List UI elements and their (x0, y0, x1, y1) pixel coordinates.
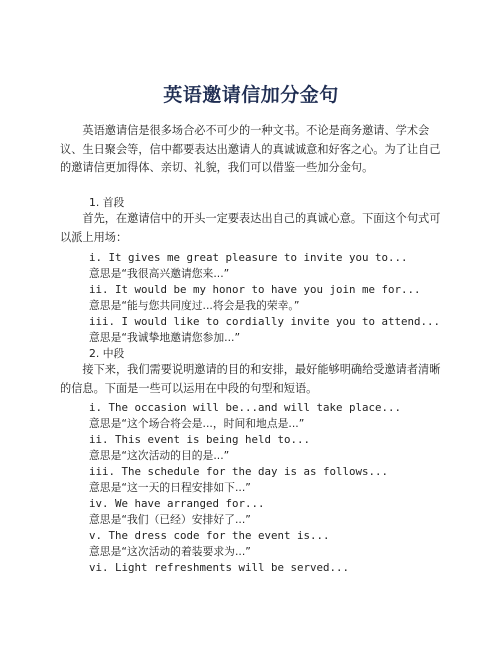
section-2-heading: 2. 中段 (89, 347, 125, 360)
phrase-en: iii. The schedule for the day is as follows... (89, 465, 389, 478)
section-1-heading: 1. 首段 (89, 196, 125, 209)
phrase-en: i. It gives me great pleasure to invite you to... (89, 251, 408, 264)
intro-paragraph: 英语邀请信是很多场合必不可少的一种文书。不论是商务邀请、学术会议、生日聚会等，信中都要表达出邀请人的真诚诚意和好客之心。为了让自己的邀请信更加得体、亲切、礼貌，我们可以借鉴一些加分金句。 (60, 124, 441, 174)
phrase-cn: 意思是“这次活动的目的是...” (89, 449, 230, 462)
phrase-cn: 意思是“这个场合将会是...，时间和地点是...” (89, 417, 305, 430)
phrase-en: iii. I would like to cordially invite you to attend... (89, 315, 441, 328)
phrase-en: ii. It would be my honor to have you join me for... (89, 283, 421, 296)
phrase-cn: 意思是“我们（已经）安排好了...” (89, 513, 251, 526)
phrase-cn: 意思是“我诚挚地邀请您参加...” (89, 331, 241, 344)
document-title: 英语邀请信加分金句 (163, 84, 339, 106)
phrase-en: i. The occasion will be...and will take place... (89, 401, 402, 414)
section-2-description: 接下来，我们需要说明邀请的目的和安排，最好能够明确给受邀请者清晰的信息。下面是一些可以运用在中段的句型和短语。 (60, 363, 441, 395)
phrase-en: ii. This event is being held to... (89, 433, 311, 446)
phrase-cn: 意思是“这一天的日程安排如下...” (89, 481, 251, 494)
section-1-description: 首先，在邀请信中的开头一定要表达出自己的真诚心意。下面这个句式可以派上用场： (60, 212, 441, 244)
phrase-cn: 意思是“这次活动的着装要求为...” (89, 545, 251, 558)
phrase-en: vi. Light refreshments will be served... (89, 561, 350, 574)
phrase-cn: 意思是“我很高兴邀请您来...” (89, 267, 230, 280)
phrase-cn: 意思是“能与您共同度过...将会是我的荣幸。” (89, 299, 300, 312)
phrase-en: iv. We have arranged for... (89, 497, 265, 510)
phrase-en: v. The dress code for the event is... (89, 529, 330, 542)
